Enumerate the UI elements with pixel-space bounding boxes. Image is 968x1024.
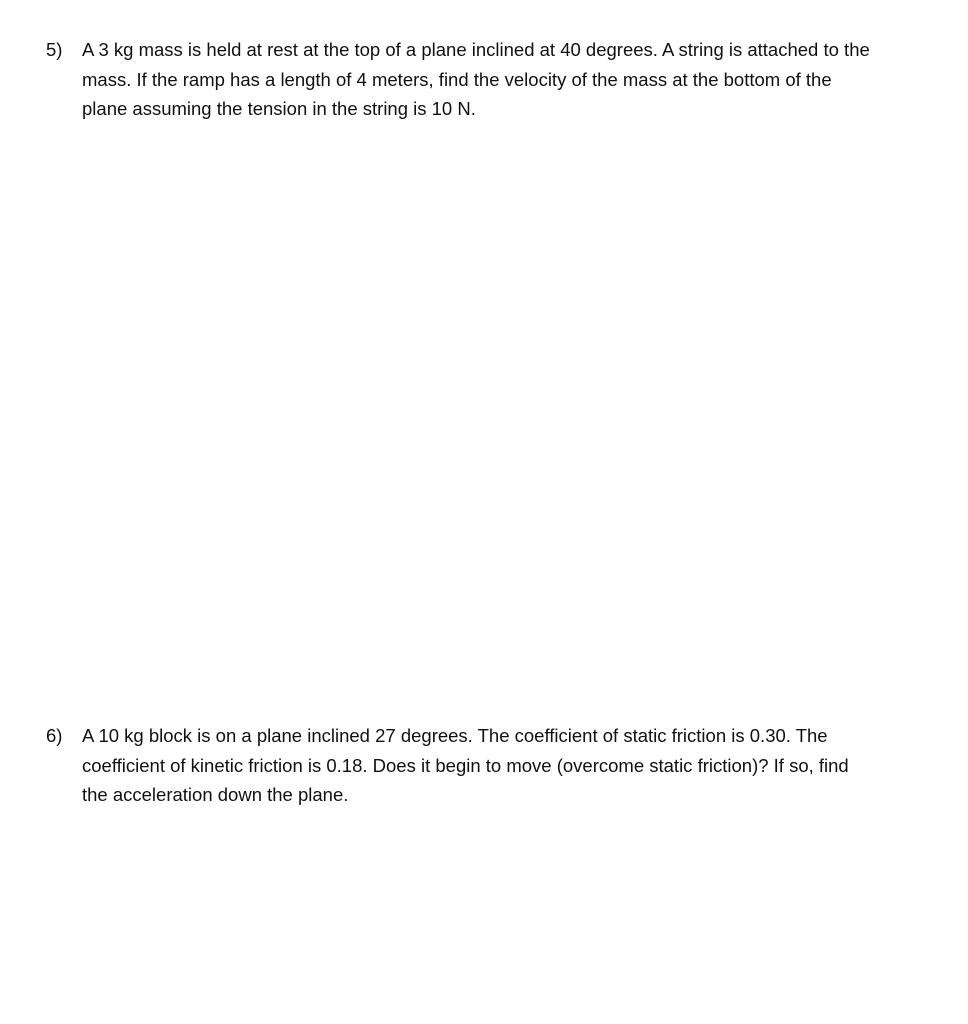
- problem-6-line-3: the acceleration down the plane.: [82, 784, 349, 805]
- problem-6: [46, 721, 946, 810]
- problem-6-line-2: coefficient of kinetic friction is 0.18. Does it begin to move (overcome static friction)? If so, find: [82, 754, 849, 776]
- problem-5-line-2: mass. If the ramp has a length of 4 meters, find the velocity of the mass at the bottom of the: [82, 68, 832, 90]
- problem-6-text: [82, 721, 942, 810]
- problem-5-text: [82, 35, 942, 124]
- problem-5-line-3: plane assuming the tension in the string is 10 N.: [82, 98, 476, 119]
- problem-5-line-1: A 3 kg mass is held at rest at the top of a plane inclined at 40 degrees. A string is attached to the: [82, 39, 870, 60]
- problem-6-line-1: A 10 kg block is on a plane inclined 27 degrees. The coefficient of static friction is 0.30. The: [82, 725, 828, 746]
- problem-5: [46, 35, 946, 124]
- problem-5-number: 5): [46, 39, 63, 60]
- problem-6-number: 6): [46, 725, 63, 746]
